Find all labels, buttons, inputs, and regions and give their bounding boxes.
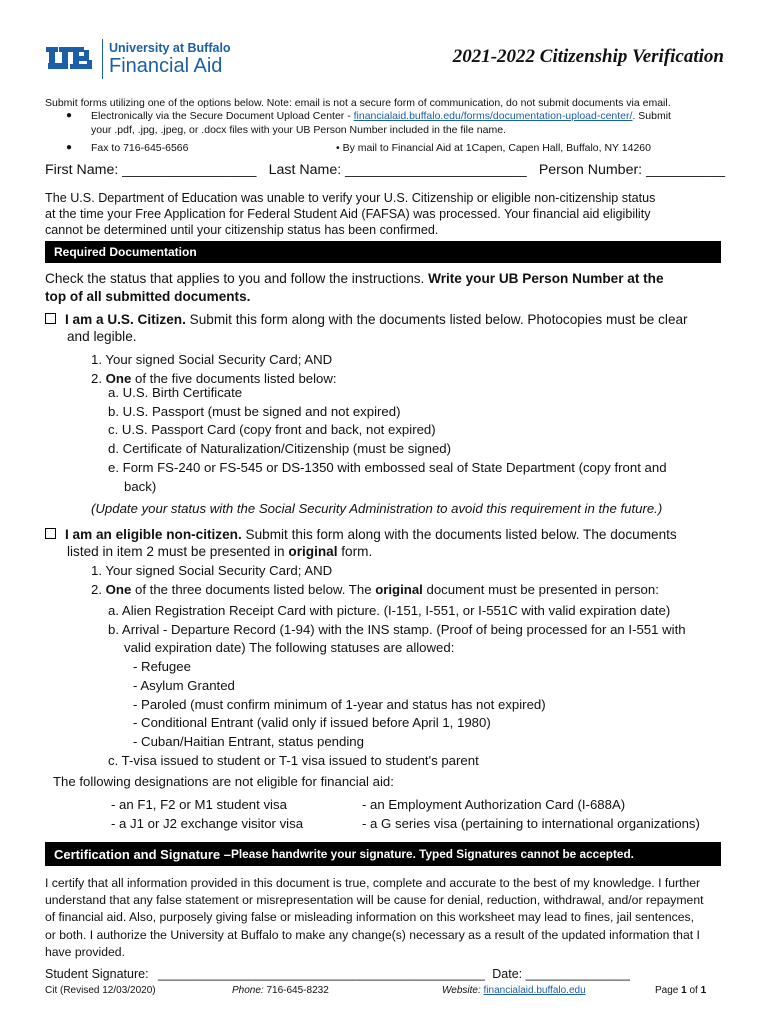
list-item: - a J1 or J2 exchange visitor visa [111, 815, 304, 831]
logo-divider [102, 39, 103, 79]
ub-logo-mark [46, 45, 96, 73]
intro-paragraph: The U.S. Department of Education was unable to verify your U.S. Citizenship or eligible non-citizenship status at the time your Free Application for Federal Student Aid (FAFSA) was processed. Your financial aid eligibility cannot be determined until your citizenship status has been confirmed. [45, 191, 656, 237]
first-name-field[interactable]: First Name: _________________ [45, 162, 257, 178]
person-number-field[interactable]: Person Number: __________ [538, 162, 725, 178]
document-title: 2021-2022 Citizenship Verification [452, 46, 724, 67]
last-name-field[interactable]: Last Name: _______________________ [268, 162, 527, 178]
certification-text: I certify that all information provided in this document is true, complete and accurate to the best of my knowledge. I further understand that any false statement or misrepresentation will be cause for denial, reduction, withdrawal, and/or repayment of financial aid. Also, purposely giving false or misleading information on this worksheet may lead to fines, jail sentences, or both. I authorize the University at Buffalo to make any change(s) necessary as a result of the updated information that I have provided. [45, 876, 704, 959]
required-documentation-bar: Required Documentation [45, 241, 721, 263]
bullet: ● [66, 110, 73, 121]
submit-electronic: Electronically via the Secure Document Upload Center - financialaid.buffalo.edu/forms/documentation-upload-center/. Submit [91, 110, 671, 122]
noncitizen-checkbox[interactable] [45, 528, 56, 539]
footer-phone: Phone: 716-645-8232 [232, 985, 329, 996]
signature-line [45, 967, 630, 981]
status-item: - Cuban/Haitian Entrant, status pending [133, 733, 364, 749]
list-item: - a G series visa (pertaining to international organizations) [362, 815, 700, 831]
citizen-checkbox[interactable] [45, 313, 56, 324]
list-item: a. U.S. Birth Certificate [108, 385, 243, 400]
status-item: - Paroled (must confirm minimum of 1-year and status has not expired) [133, 696, 546, 712]
list-item: b. Arrival - Departure Record (1-94) with the INS stamp. (Proof of being processed for an I-551 with [108, 621, 686, 637]
submit-mail: • By mail to Financial Aid at 1Capen, Capen Hall, Buffalo, NY 14260 [336, 142, 651, 154]
ub-logo [46, 38, 231, 80]
list-item: - an Employment Authorization Card (I-688A) [362, 797, 626, 812]
logo-university: University at Buffalo [109, 41, 231, 55]
status-item: - Refugee [133, 659, 191, 675]
list-item: 1. Your signed Social Security Card; AND [91, 352, 333, 367]
list-item: a. Alien Registration Receipt Card with picture. (I-151, I-551, or I-551C with valid expiration date) [108, 603, 671, 618]
status-item: - Conditional Entrant (valid only if issued before April 1, 1980) [133, 715, 491, 731]
list-item: d. Certificate of Naturalization/Citizenship (must be signed) [108, 441, 452, 457]
list-item: 1. Your signed Social Security Card; AND [91, 563, 333, 578]
list-item: c. U.S. Passport Card (copy front and back, not expired) [108, 422, 436, 438]
check-status-instructions: Check the status that applies to you and follow the instructions. Write your UB Person Number at the top of all submitted documents. [45, 271, 664, 304]
citizen-note: (Update your status with the Social Security Administration to avoid this requirement in the future.) [91, 501, 663, 516]
footer-revised: Cit (Revised 12/03/2020) [45, 985, 156, 996]
list-item: c. T-visa issued to student or T-1 visa issued to student's parent [108, 752, 479, 768]
logo-financial-aid: Financial Aid [109, 55, 223, 77]
not-eligible-left [111, 796, 303, 833]
noncitizen-option-line2: listed in item 2 must be presented in original form. [67, 544, 373, 559]
list-item: b. U.S. Passport (must be signed and not expired) [108, 403, 401, 419]
submit-fax: Fax to 716-645-6566 [91, 142, 189, 154]
not-eligible-heading: The following designations are not eligible for financial aid: [53, 774, 394, 789]
not-eligible-right [362, 796, 700, 833]
footer-website: Website: financialaid.buffalo.edu [442, 985, 586, 996]
signature-label: Student Signature: [45, 967, 149, 981]
citizen-option: I am a U.S. Citizen. Submit this form along with the documents listed below. Photocopies must be clear [45, 311, 735, 329]
noncitizen-option: I am an eligible non-citizen. Submit this form along with the documents listed below. The documents [45, 526, 735, 544]
certification-bar: Certification and Signature – Please handwrite your signature. Typed Signatures cannot be accepted. [45, 842, 721, 866]
citizen-sublist [108, 384, 667, 496]
status-item: - Asylum Granted [133, 677, 235, 693]
footer-page-number: Page 1 of 1 [655, 985, 707, 996]
date-field[interactable]: Date: _______________ [492, 967, 630, 981]
noncitizen-list [91, 562, 659, 599]
submit-intro: Submit forms utilizing one of the options below. Note: email is not a secure form of communication, do not submit documents via email. [45, 97, 671, 109]
list-item: valid expiration date) The following statuses are allowed: [124, 640, 455, 656]
submit-electronic-line2: your .pdf, .jpg, .jpeg, or .docx files with your UB Person Number included in the file name. [91, 124, 506, 136]
list-item: 2. One of the five documents listed below: [91, 370, 337, 386]
citizen-option-line2: and legible. [67, 329, 137, 344]
bullet: ● [66, 142, 73, 153]
list-item: - an F1, F2 or M1 student visa [111, 797, 287, 812]
signature-field[interactable]: _______________________________________________ [158, 967, 485, 981]
website-link[interactable]: financialaid.buffalo.edu [483, 985, 586, 996]
list-item: back) [124, 478, 157, 494]
list-item: e. Form FS-240 or FS-545 or DS-1350 with embossed seal of State Department (copy front and [108, 459, 667, 475]
upload-center-link[interactable]: financialaid.buffalo.edu/forms/documentation-upload-center/ [353, 110, 633, 122]
name-fields [45, 162, 725, 178]
list-item: 2. One of the three documents listed below. The original document must be presented in person: [91, 581, 659, 597]
noncitizen-sublist [108, 602, 686, 770]
citizen-list [91, 351, 337, 388]
